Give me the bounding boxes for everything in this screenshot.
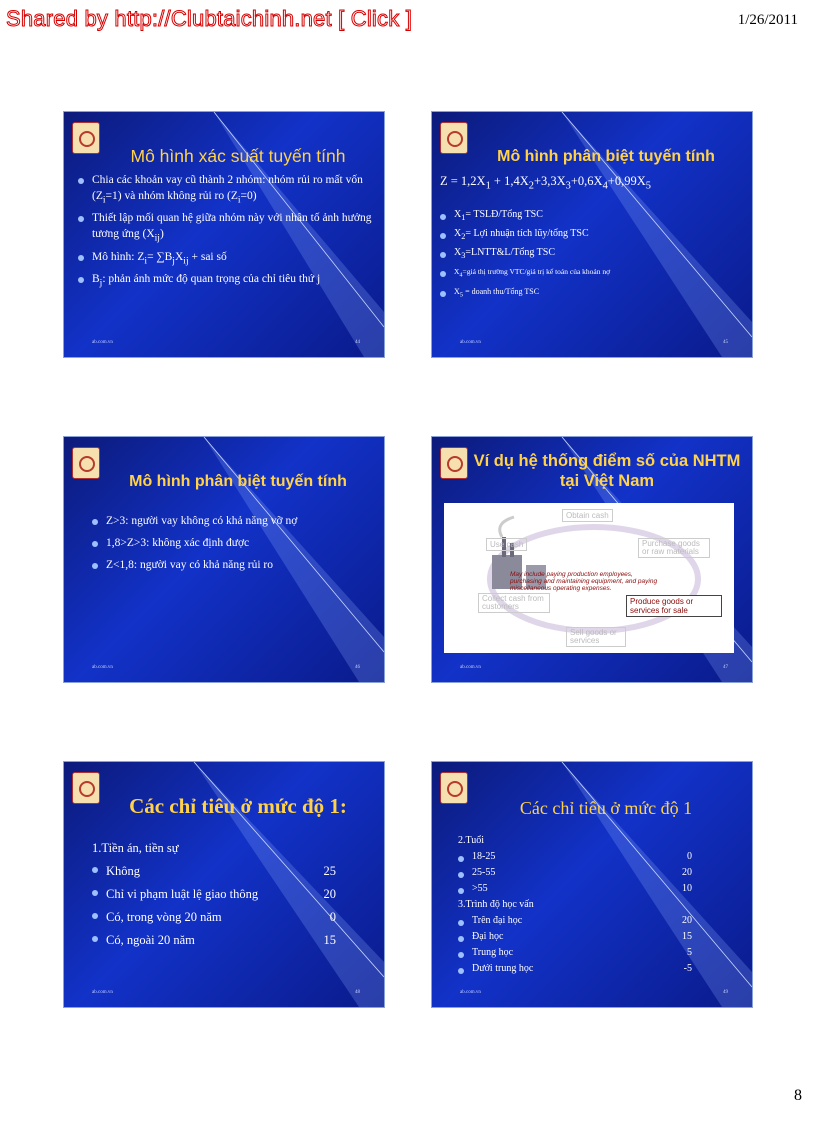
slide-45 [432,112,752,357]
criteria-score: 20 [682,915,692,926]
slide-footer: ab.com.vn [92,665,113,670]
slide-44 [64,112,384,357]
slide-footer: ab.com.vn [92,340,113,345]
criteria-score: 5 [687,947,692,958]
print-date: 1/26/2011 [737,12,798,28]
bullet-item: Chia các khoản vay cũ thành 2 nhóm: nhóm rủi ro mất vốn $(Z_i=1)$ và nhóm không rủi ro $(Z_i=0)$ [78,172,372,208]
bullet-item: $X_5$ = doanh thu/Tổng TSC [440,285,740,303]
criteria-score: 20 [682,867,692,878]
criteria-label: Dưới trung học [472,963,534,974]
step-purchase-goods: Purchase goods or raw materials [638,538,710,558]
criteria-label: Trung học [472,947,514,958]
step-produce-goods: Produce goods or services for sale [626,595,722,617]
criteria-row [458,866,692,880]
criteria-score: 10 [682,883,692,894]
criteria-label: >55 [472,883,488,894]
bullet-item: $B_j$: phản ánh mức độ quan trọng của chỉ tiêu thứ j [78,271,372,291]
criteria-row [92,884,336,905]
step-obtain-cash: Obtain cash [562,509,613,522]
criteria-label: Đại học [472,931,504,942]
criteria-row [92,907,336,928]
criteria-row [92,861,336,882]
criteria-label: Trên đại học [472,915,523,926]
bullet-list [92,513,372,575]
bullet-item: $X_1=$ TSLĐ/Tổng TSC [440,208,740,225]
criteria-row [458,914,692,928]
bank-logo-icon [72,772,100,804]
criteria-row [458,946,692,960]
bullet-list [440,208,740,304]
slide-number: 45 [723,340,728,345]
slide-48 [64,762,384,1007]
slide-footer: ab.com.vn [460,340,481,345]
bank-logo-icon [72,122,100,154]
slide-number: 47 [723,665,728,670]
slide-footer: ab.com.vn [92,990,113,995]
criteria-row [92,930,336,951]
shared-by-link[interactable]: Shared by http://Clubtaichinh.net [ Click ] [6,6,413,31]
criteria-label: Có, ngoài 20 năm [106,933,195,947]
slide-footer: ab.com.vn [460,990,481,995]
bullet-list [78,172,372,293]
bullet-item: Mô hình: $Z_i= \sum B_jX_{ij}$ + sai số [78,249,372,269]
criteria-score: 15 [323,933,336,947]
cash-cycle-diagram [444,503,734,653]
bullet-item: Z>3: người vay không có khả năng vỡ nợ [92,513,372,529]
criteria-score: 0 [687,851,692,862]
bullet-item: $X_3=LNTT\&L$/Tổng TSC [440,246,740,263]
criteria-row [458,882,692,896]
criteria-heading: 1.Tiền án, tiền sự [92,841,179,855]
bank-logo-icon [440,447,468,479]
criteria-score: 25 [323,864,336,878]
criteria-label: Không [106,864,141,878]
slide-title: Mô hình xác suất tuyến tính [130,146,346,166]
criteria-score: 15 [682,931,692,942]
slide-title: Các chỉ tiêu ở mức độ 1 [519,798,693,818]
slide-title: Các chỉ tiêu ở mức độ 1: [129,794,347,818]
step-sell-goods: Sell goods or services [566,627,626,647]
bullet-item: $X_2=$ Lợi nhuận tích lũy/tổng TSC [440,227,740,244]
criteria-label: Có, trong vòng 20 năm [106,910,222,924]
page-number: 8 [794,1087,802,1104]
slide-title: Ví dụ hệ thống điểm số của NHTM tại Việt Nam [473,452,741,490]
criteria-row [458,930,692,944]
criteria-heading: 3.Trình độ học vấn [458,899,534,910]
slide-49 [432,762,752,1007]
bullet-item: Z<1,8: người vay có khả năng rủi ro [92,557,372,573]
criteria-score: 0 [329,910,336,924]
criteria-score: -5 [683,963,692,974]
step-use-cash: Use cash [486,538,527,551]
slide-number: 44 [355,340,360,345]
formula: $Z = 1,2X_1 + 1,4X_2+3,3X_3+0,6X_4+0,99X_5$ [440,174,651,192]
bank-logo-icon [440,772,468,804]
slide-title: Mô hình phân biệt tuyến tính [129,473,347,490]
slide-number: 46 [355,665,360,670]
criteria-score: 20 [323,887,336,901]
slide-footer: ab.com.vn [460,665,481,670]
slide-47 [432,437,752,682]
criteria-heading: 2.Tuổi [458,835,485,846]
step-collect-cash: Collect cash from customers [478,593,550,613]
slide-number: 48 [355,990,360,995]
slide-title: Mô hình phân biệt tuyến tính [497,148,715,165]
criteria-label: 18-25 [472,851,496,862]
criteria-row [458,962,692,976]
criteria-list [458,834,692,978]
criteria-label: Chỉ vi phạm luật lệ giao thông [106,887,259,901]
bank-logo-icon [72,447,100,479]
note-text: May include paying production employees, purchasing and maintaining equipment, and paying miscellaneous operating expenses. [510,571,658,592]
slide-46 [64,437,384,682]
bullet-item: Thiết lập mối quan hệ giữa nhóm này với nhân tố ảnh hưởng tương ứng $(X_{ij})$ [78,210,372,246]
bullet-item: 1,8>Z>3: không xác định được [92,535,372,551]
criteria-list [92,838,336,953]
criteria-label: 25-55 [472,867,496,878]
criteria-row [458,850,692,864]
slide-number: 49 [723,990,728,995]
bank-logo-icon [440,122,468,154]
bullet-item: $X_4=giá$ thị trường VTC/giá trị kế toán của khoản nợ [440,265,740,283]
